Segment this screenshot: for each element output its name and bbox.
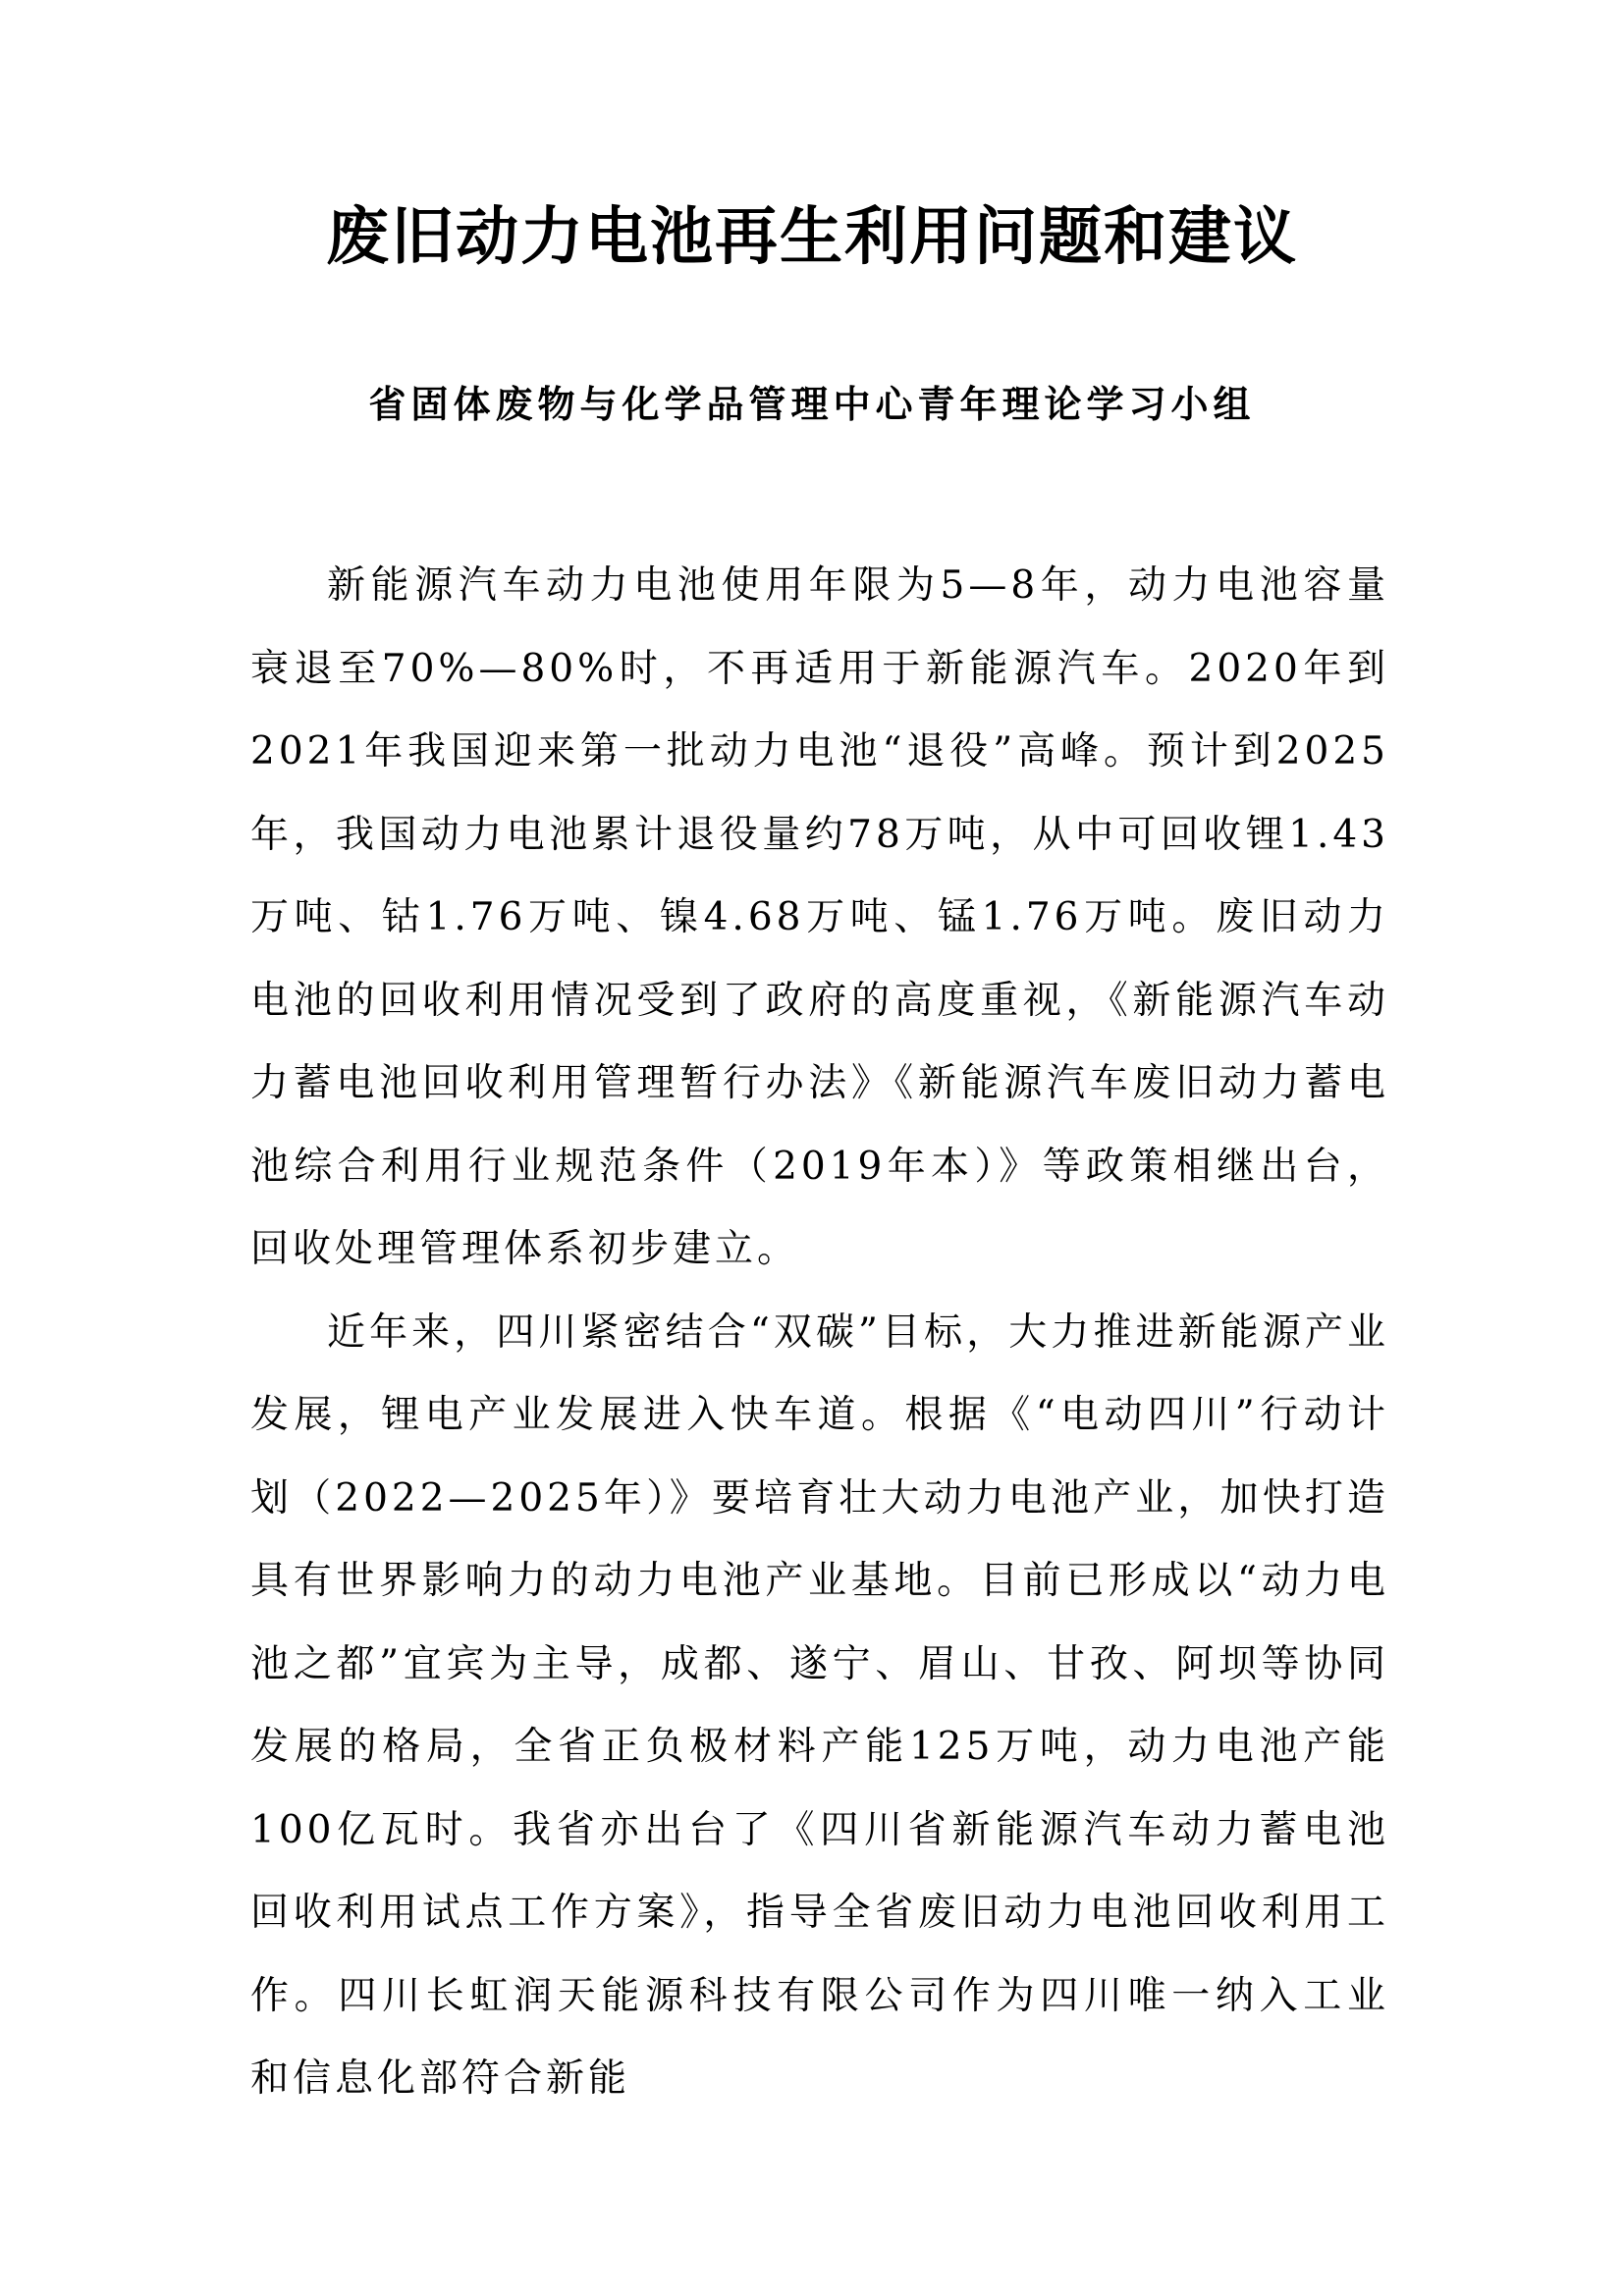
paragraph: 近年来，四川紧密结合“双碳”目标，大力推进新能源产业发展，锂电产业发展进入快车道。根据《“电动四川”行动计划（2022—2025年）》要培育壮大动力电池产业，加快打造具有世界影响力的动力电池产业基地。目前已形成以“动力电池之都”宜宾为主导，成都、遂宁、眉山、甘孜、阿坝等协同发展的格局，全省正负极材料产能125万吨，动力电池产能100亿瓦时。我省亦出台了《四川省新能源汽车动力蓄电池回收利用试点工作方案》，指导全省废旧动力电池回收利用工作。四川长虹润天能源科技有限公司作为四川唯一纳入工业和信息化部符合新能 <box>250 1309 1389 2101</box>
document-title: 废旧动力电池再生利用问题和建议 <box>326 200 1298 274</box>
document-author: 省固体废物与化学品管理中心青年理论学习小组 <box>368 382 1256 426</box>
paragraph: 新能源汽车动力电池使用年限为5—8年，动力电池容量衰退至70%—80%时，不再适用于新能源汽车。2020年到2021年我国迎来第一批动力电池“退役”高峰。预计到2025年，我国动力电池累计退役量约78万吨，从中可回收锂1.43万吨、钴1.76万吨、镍4.68万吨、锰1.76万吨。废旧动力电池的回收利用情况受到了政府的高度重视，《新能源汽车动力蓄电池回收利用管理暂行办法》《新能源汽车废旧动力蓄电池综合利用行业规范条件（2019年本）》等政策相继出台，回收处理管理体系初步建立。 <box>250 563 1389 1271</box>
document-body <box>250 545 1389 2121</box>
